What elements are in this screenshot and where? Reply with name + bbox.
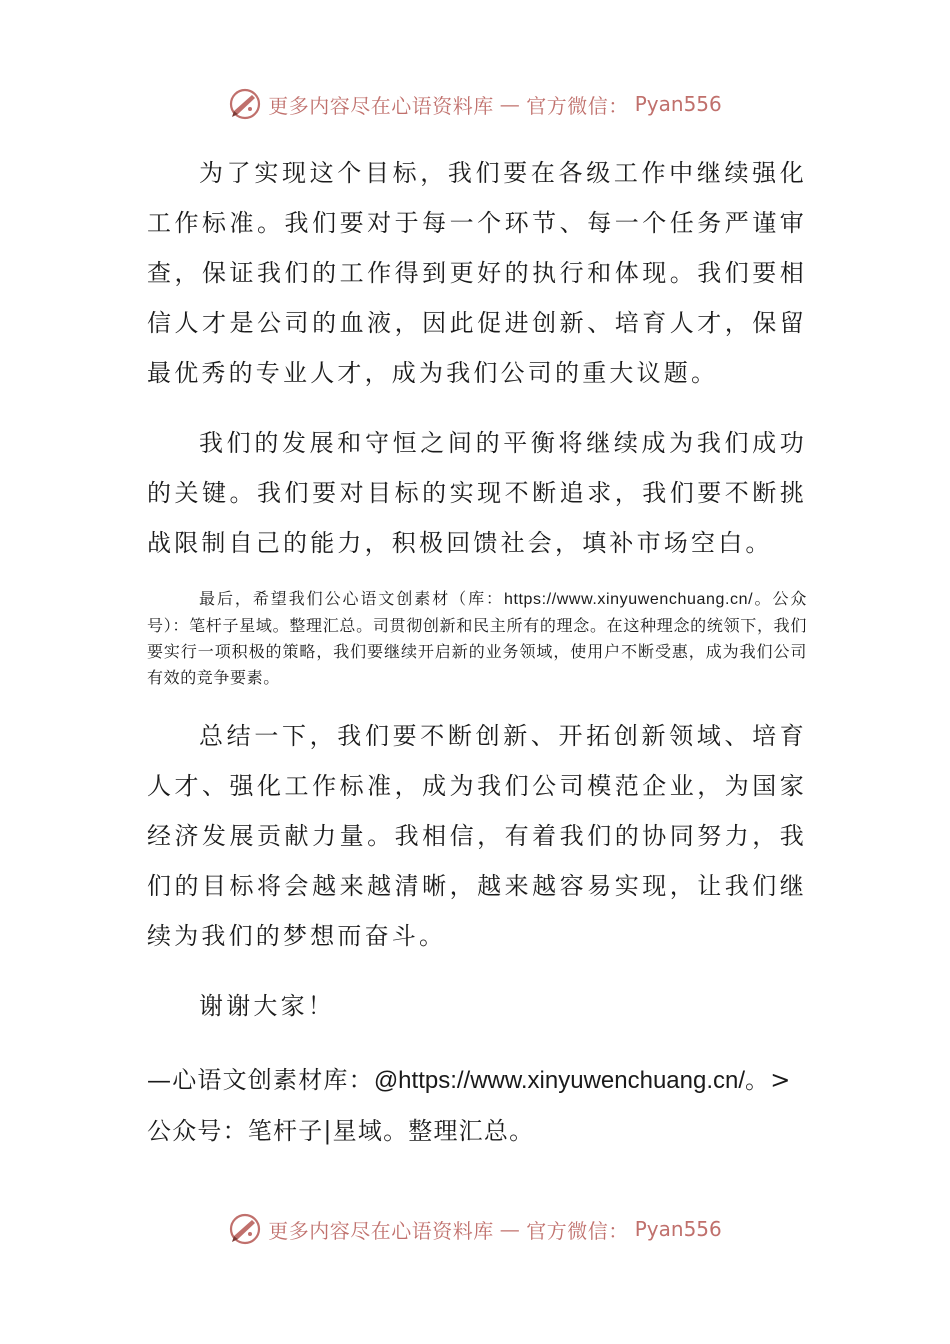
header-banner-official: 官方微信： [526,93,629,118]
paragraph-4: 总结一下，我们要不断创新、开拓创新领域、培育人才、强化工作标准，成为我们公司模范企业，为国家经济发展贡献力量。我相信，有着我们的协同努力，我们的目标将会越来越清晰，越来越容易实现，让我们继续为我们的梦想而奋斗。 [147,722,807,950]
paragraph-6-link[interactable]: @https://www.xinyuwenchuang.cn/ [373,1067,746,1094]
paragraph-2: 我们的发展和守恒之间的平衡将继续成为我们成功的关键。我们要对目标的实现不断追求，我们要不断挑战限制自己的能力，积极回馈社会，填补市场空白。 [147,429,807,557]
paragraph-3-prefix: 最后，希望我们公心语文创素材（库： [199,589,504,608]
paragraph-6-prefix: —心语文创素材库： [147,1066,374,1094]
footer-banner-dash: — [499,1217,521,1241]
paragraph-6-suffix: 。>公众号：笔杆子|星域。整理汇总。 [147,1066,792,1145]
pen-circle-logo-icon [228,87,262,121]
paragraph-3-suffix: 。公众号）：笔杆子星域。整理汇总。司贯彻创新和民主所有的理念。在这种理念的统领下，我们要实行一项积极的策略，我们要继续开启新的业务领域，使用户不断受惠，成为我们公司有效的竞争要素。 [147,589,808,687]
paragraph-5: 谢谢大家！ [199,992,335,1020]
paragraph-3 [147,586,807,691]
paragraph-3-link[interactable]: https://www.xinyuwenchuang.cn/ [503,591,754,608]
header-banner-title: 更多内容尽在心语资料库 [268,93,494,118]
paragraph-1: 为了实现这个目标，我们要在各级工作中继续强化工作标准。我们要对于每一个环节、每一个任务严谨审查，保证我们的工作得到更好的执行和体现。我们要相信人才是公司的血液，因此促进创新、培育人才，保留最优秀的专业人才，成为我们公司的重大议题。 [147,159,807,387]
header-banner [0,84,950,124]
footer-banner-wechat-id: Pyan556 [634,1217,722,1241]
header-banner-wechat-id: Pyan556 [634,92,722,116]
paragraph-6 [147,1055,807,1156]
header-banner-dash: — [499,92,521,116]
footer-banner-official: 官方微信： [526,1218,629,1243]
pen-circle-logo-icon [228,1212,262,1246]
footer-banner [0,1209,950,1249]
footer-banner-title: 更多内容尽在心语资料库 [268,1218,494,1243]
